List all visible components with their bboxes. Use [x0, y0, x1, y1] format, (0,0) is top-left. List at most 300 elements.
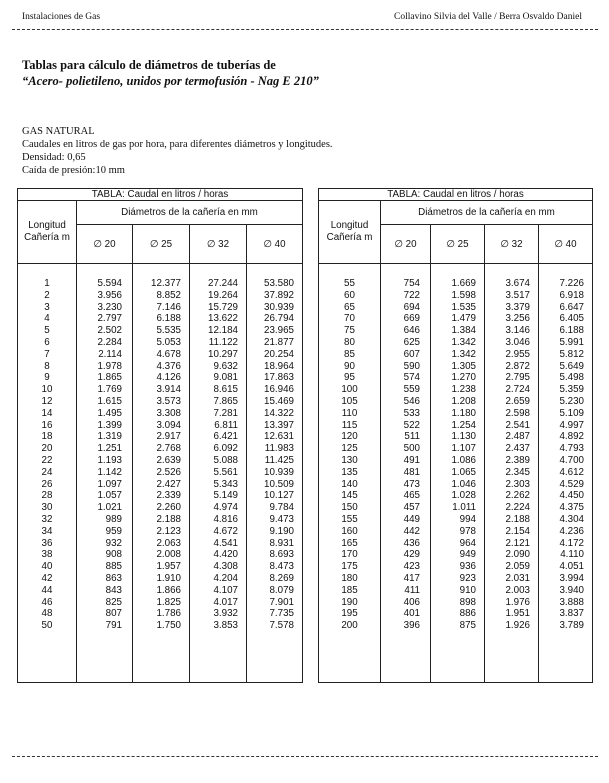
table-cell: 8.269 — [269, 572, 294, 584]
table-cell: 5.359 — [559, 384, 584, 396]
table-cell: 1.065 — [451, 466, 476, 478]
table-cell: 4.541 — [213, 537, 238, 549]
table-cell: 4.126 — [156, 372, 181, 384]
table-cell: 4.172 — [559, 537, 584, 549]
table-cell: 6.811 — [214, 419, 238, 431]
table-cell: 3.517 — [505, 289, 530, 301]
table-cell: 2.063 — [156, 537, 181, 549]
table-cell: 4 — [44, 313, 50, 325]
table-cell: 135 — [341, 466, 358, 478]
table-cell: 37.892 — [264, 289, 294, 301]
table-cell: 429 — [403, 549, 420, 561]
table-cell: 457 — [403, 502, 420, 514]
col-d40 — [539, 264, 593, 683]
table-cell: 1.535 — [451, 301, 476, 313]
table-cell: 26 — [41, 478, 53, 490]
table-cell: 791 — [105, 620, 122, 632]
table-cell: 3.853 — [213, 620, 238, 632]
table-cell: 34 — [41, 525, 53, 537]
table-cell: 11.983 — [264, 443, 294, 455]
caida-presion: Caída de presión:10 mm — [22, 165, 125, 176]
table-cell: 3 — [44, 301, 50, 313]
table-cell: 13.397 — [264, 419, 294, 431]
table-cell: 1.342 — [451, 336, 476, 348]
col-d20 — [77, 264, 133, 683]
header-right: Collavino Silvia del Valle / Berra Osvaldo Daniel — [394, 12, 582, 22]
table-cell: 1.384 — [451, 325, 476, 337]
table-cell: 19.264 — [208, 289, 238, 301]
table-cell: 4.017 — [213, 596, 238, 608]
table-cell: 559 — [403, 384, 420, 396]
table-cell: 155 — [341, 513, 358, 525]
table-cell: 669 — [403, 313, 420, 325]
table-cell: 396 — [403, 620, 420, 632]
table-cell: 522 — [403, 419, 420, 431]
table-cell: 12 — [41, 395, 53, 407]
table-cell: 28 — [41, 490, 53, 502]
table-cell: 42 — [41, 572, 53, 584]
table-cell: 978 — [459, 525, 476, 537]
table-cell: 6.918 — [559, 289, 584, 301]
table-cell: 2.188 — [156, 513, 181, 525]
table-cell: 2.427 — [156, 478, 181, 490]
table-cell: 110 — [341, 407, 358, 419]
col-longitud — [319, 264, 381, 683]
table-cell: 7.146 — [156, 301, 181, 313]
table-cell: 2.090 — [505, 549, 530, 561]
table-cell: 3.230 — [97, 301, 122, 313]
table-cell: 401 — [403, 608, 420, 620]
table-cell: 2.123 — [156, 525, 181, 537]
table-cell: 5.991 — [559, 336, 584, 348]
table-title: TABLA: Caudal en litros / horas — [319, 189, 593, 201]
densidad: Densidad: 0,65 — [22, 152, 86, 163]
table-cell: 6.421 — [213, 431, 238, 443]
table-cell: 1.193 — [97, 454, 122, 466]
col-longitud-header: Longitud Cañería m — [18, 201, 77, 264]
table-cell: 10.297 — [208, 348, 238, 360]
table-cell: 1.130 — [451, 431, 476, 443]
table-cell: 1.097 — [97, 478, 122, 490]
table-cell: 8.615 — [213, 384, 238, 396]
table-cell: 2.768 — [156, 443, 181, 455]
diam-header: ∅ 25 — [431, 225, 485, 264]
table-cell: 14.322 — [264, 407, 294, 419]
table-cell: 843 — [105, 584, 122, 596]
table-cell: 923 — [459, 572, 476, 584]
table-cell: 105 — [341, 395, 358, 407]
table-cell: 2.121 — [505, 537, 530, 549]
table-cell: 9 — [44, 372, 50, 384]
table-cell: 6.188 — [559, 325, 584, 337]
table-cell: 2.724 — [505, 384, 530, 396]
table-cell: 8.693 — [269, 549, 294, 561]
table-cell: 4.793 — [559, 443, 584, 455]
table-cell: 1.399 — [97, 419, 122, 431]
table-cell: 180 — [341, 572, 358, 584]
table-cell: 55 — [344, 278, 355, 289]
table-cell: 90 — [344, 360, 355, 372]
table-cell: 3.256 — [505, 313, 530, 325]
table-cell: 1.910 — [156, 572, 181, 584]
table-cell: 9.081 — [213, 372, 238, 384]
table-cell: 195 — [341, 608, 358, 620]
table-cell: 95 — [344, 372, 355, 384]
table-cell: 11.122 — [208, 336, 238, 348]
table-cell: 1.957 — [156, 561, 181, 573]
table-cell: 16.946 — [264, 384, 294, 396]
table-cell: 2.339 — [156, 490, 181, 502]
table-cell: 6.405 — [559, 313, 584, 325]
table-cell: 5.230 — [559, 395, 584, 407]
table-cell: 646 — [403, 325, 420, 337]
table-cell: 473 — [403, 478, 420, 490]
table-cell: 886 — [459, 608, 476, 620]
table-cell: 607 — [403, 348, 420, 360]
table-cell: 10.509 — [264, 478, 294, 490]
table-cell: 442 — [403, 525, 420, 537]
table-cell: 5.812 — [559, 348, 584, 360]
header-left: Instalaciones de Gas — [22, 12, 101, 22]
table-cell: 481 — [403, 466, 420, 478]
table-cell: 989 — [105, 513, 122, 525]
table-cell: 185 — [341, 584, 358, 596]
table-cell: 590 — [403, 360, 420, 372]
table-cell: 60 — [344, 289, 355, 301]
table-cell: 2.797 — [97, 313, 122, 325]
table-cell: 5.498 — [559, 372, 584, 384]
table-cell: 15.729 — [208, 301, 238, 313]
table-cell: 2.389 — [505, 454, 530, 466]
table-cell: 125 — [341, 443, 358, 455]
table-cell: 85 — [344, 348, 355, 360]
table-cell: 1.951 — [505, 608, 530, 620]
table-cell: 4.529 — [559, 478, 584, 490]
table-cell: 959 — [105, 525, 122, 537]
table-cell: 932 — [105, 537, 122, 549]
table-cell: 100 — [341, 384, 358, 396]
table-cell: 1.976 — [505, 596, 530, 608]
table-cell: 32 — [41, 513, 53, 525]
table-cell: 4.974 — [213, 502, 238, 514]
table-cell: 625 — [403, 336, 420, 348]
table-cell: 7.865 — [213, 395, 238, 407]
table-cell: 2.031 — [505, 572, 530, 584]
table-cell: 1.479 — [451, 313, 476, 325]
table-cell: 18 — [41, 431, 53, 443]
table-cell: 1.021 — [97, 502, 122, 514]
table-cell: 30 — [41, 502, 53, 514]
table-cell: 44 — [41, 584, 53, 596]
table-cell: 2.502 — [97, 325, 122, 337]
table-cell: 722 — [403, 289, 420, 301]
col-diametros-header: Diámetros de la cañería en mm — [77, 201, 303, 225]
table-cell: 4.376 — [156, 360, 181, 372]
table-cell: 2.224 — [505, 502, 530, 514]
table-cell: 1.142 — [97, 466, 122, 478]
footer-divider — [12, 756, 598, 757]
table-cell: 5.149 — [213, 490, 238, 502]
table-cell: 12.377 — [151, 278, 181, 289]
table-cell: 4.304 — [559, 513, 584, 525]
table-cell: 9.784 — [269, 502, 294, 514]
table-cell: 1.786 — [156, 608, 181, 620]
table-cell: 6 — [44, 336, 50, 348]
table-cell: 8.852 — [156, 289, 181, 301]
table-cell: 50 — [41, 620, 53, 632]
flow-table-right — [318, 188, 593, 683]
table-cell: 8 — [44, 360, 50, 372]
col-diametros-header: Diámetros de la cañería en mm — [381, 201, 593, 225]
table-cell: 1.769 — [97, 384, 122, 396]
table-cell: 5.053 — [156, 336, 181, 348]
table-cell: 3.994 — [559, 572, 584, 584]
table-cell: 1.107 — [451, 443, 476, 455]
table-cell: 7.226 — [559, 278, 584, 289]
table-cell: 2.114 — [98, 348, 122, 360]
table-cell: 511 — [404, 431, 420, 443]
table-cell: 2.487 — [505, 431, 530, 443]
table-cell: 8.931 — [269, 537, 294, 549]
table-cell: 8.079 — [269, 584, 294, 596]
table-cell: 22 — [41, 454, 53, 466]
table-cell: 4.107 — [213, 584, 238, 596]
table-cell: 12.631 — [264, 431, 294, 443]
table-cell: 7.901 — [269, 596, 294, 608]
table-cell: 2.260 — [156, 502, 181, 514]
table-cell: 3.094 — [156, 419, 181, 431]
table-cell: 4.678 — [156, 348, 181, 360]
table-cell: 13.622 — [208, 313, 238, 325]
table-cell: 12.184 — [208, 325, 238, 337]
page-title: Tablas para cálculo de diámetros de tuberías de — [22, 58, 276, 72]
table-cell: 9.632 — [213, 360, 238, 372]
table-cell: 3.046 — [505, 336, 530, 348]
table-cell: 1.057 — [97, 490, 122, 502]
table-cell: 1 — [44, 278, 50, 289]
table-cell: 546 — [403, 395, 420, 407]
table-cell: 2.541 — [505, 419, 530, 431]
table-cell: 2.917 — [156, 431, 181, 443]
table-cell: 38 — [41, 549, 53, 561]
table-cell: 170 — [341, 549, 358, 561]
diam-header: ∅ 40 — [539, 225, 593, 264]
table-cell: 8.473 — [269, 561, 294, 573]
table-cell: 910 — [459, 584, 476, 596]
table-cell: 3.932 — [213, 608, 238, 620]
table-cell: 175 — [341, 561, 358, 573]
table-cell: 6.092 — [213, 443, 238, 455]
table-cell: 964 — [459, 537, 476, 549]
col-d40 — [247, 264, 303, 683]
table-cell: 994 — [459, 513, 476, 525]
table-cell: 80 — [344, 336, 355, 348]
table-cell: 200 — [341, 620, 358, 632]
table-cell: 4.204 — [213, 572, 238, 584]
table-cell: 160 — [341, 525, 358, 537]
table-cell: 949 — [459, 549, 476, 561]
table-cell: 4.051 — [559, 561, 584, 573]
table-cell: 140 — [341, 478, 358, 490]
table-cell: 406 — [403, 596, 420, 608]
table-cell: 5.535 — [156, 325, 181, 337]
table-cell: 411 — [404, 584, 420, 596]
table-cell: 10 — [41, 384, 53, 396]
table-cell: 1.028 — [451, 490, 476, 502]
table-cell: 1.011 — [452, 502, 476, 514]
table-cell: 1.251 — [97, 443, 122, 455]
description: Caudales en litros de gas por hora, para diferentes diámetros y longitudes. — [22, 139, 333, 150]
table-cell: 754 — [403, 278, 420, 289]
table-cell: 30.939 — [264, 301, 294, 313]
col-d32 — [485, 264, 539, 683]
table-cell: 16 — [41, 419, 53, 431]
table-cell: 65 — [344, 301, 355, 313]
table-cell: 17.863 — [264, 372, 294, 384]
table-cell: 9.473 — [269, 513, 294, 525]
table-cell: 1.305 — [451, 360, 476, 372]
table-cell: 24 — [41, 466, 53, 478]
table-cell: 165 — [341, 537, 358, 549]
table-cell: 1.495 — [97, 407, 122, 419]
table-cell: 1.866 — [156, 584, 181, 596]
table-cell: 825 — [105, 596, 122, 608]
table-cell: 7 — [44, 348, 50, 360]
table-cell: 4.997 — [559, 419, 584, 431]
table-cell: 4.236 — [559, 525, 584, 537]
table-cell: 875 — [459, 620, 476, 632]
table-cell: 2.154 — [505, 525, 530, 537]
table-cell: 5.649 — [559, 360, 584, 372]
flow-table-left — [17, 188, 303, 683]
table-cell: 3.940 — [559, 584, 584, 596]
table-cell: 1.865 — [97, 372, 122, 384]
table-cell: 18.964 — [264, 360, 294, 372]
table-cell: 4.816 — [213, 513, 238, 525]
table-cell: 465 — [403, 490, 420, 502]
table-cell: 1.238 — [451, 384, 476, 396]
table-cell: 2 — [44, 289, 50, 301]
table-cell: 3.308 — [156, 407, 181, 419]
table-cell: 7.578 — [269, 620, 294, 632]
table-cell: 10.127 — [264, 490, 294, 502]
table-cell: 1.086 — [451, 454, 476, 466]
table-cell: 70 — [344, 313, 355, 325]
col-d25 — [431, 264, 485, 683]
table-cell: 2.659 — [505, 395, 530, 407]
table-cell: 1.978 — [97, 360, 122, 372]
table-cell: 1.598 — [451, 289, 476, 301]
table-cell: 1.208 — [451, 395, 476, 407]
table-cell: 500 — [403, 443, 420, 455]
col-d32 — [190, 264, 247, 683]
table-cell: 9.190 — [269, 525, 294, 537]
col-longitud-header: Longitud Cañería m — [319, 201, 381, 264]
header-divider — [12, 29, 598, 30]
table-cell: 5 — [44, 325, 50, 337]
table-cell: 2.262 — [505, 490, 530, 502]
table-cell: 2.345 — [505, 466, 530, 478]
table-cell: 5.343 — [213, 478, 238, 490]
table-cell: 1.615 — [97, 395, 122, 407]
table-cell: 14 — [41, 407, 53, 419]
table-cell: 6.647 — [559, 301, 584, 313]
table-cell: 7.735 — [269, 608, 294, 620]
table-cell: 120 — [341, 431, 358, 443]
diam-header: ∅ 20 — [381, 225, 431, 264]
diam-header: ∅ 32 — [190, 225, 247, 264]
table-cell: 5.594 — [97, 278, 122, 289]
table-cell: 2.284 — [97, 336, 122, 348]
table-cell: 5.561 — [213, 466, 238, 478]
table-cell: 40 — [41, 561, 53, 573]
table-cell: 1.180 — [451, 407, 476, 419]
table-cell: 2.003 — [505, 584, 530, 596]
table-cell: 36 — [41, 537, 53, 549]
table-cell: 4.450 — [559, 490, 584, 502]
table-cell: 807 — [105, 608, 122, 620]
table-cell: 898 — [459, 596, 476, 608]
table-cell: 4.308 — [213, 561, 238, 573]
table-cell: 885 — [105, 561, 122, 573]
table-cell: 26.794 — [264, 313, 294, 325]
table-cell: 4.110 — [560, 549, 584, 561]
table-cell: 4.700 — [559, 454, 584, 466]
table-cell: 936 — [459, 561, 476, 573]
table-cell: 1.750 — [156, 620, 181, 632]
diam-header: ∅ 32 — [485, 225, 539, 264]
table-cell: 3.837 — [559, 608, 584, 620]
table-cell: 2.008 — [156, 549, 181, 561]
col-d25 — [133, 264, 190, 683]
table-cell: 908 — [105, 549, 122, 561]
table-cell: 2.188 — [505, 513, 530, 525]
table-cell: 75 — [344, 325, 355, 337]
page-subtitle: “Acero- polietileno, unidos por termofusión - Nag E 210” — [22, 74, 319, 88]
table-cell: 2.598 — [505, 407, 530, 419]
table-cell: 2.059 — [505, 561, 530, 573]
table-cell: 2.526 — [156, 466, 181, 478]
table-cell: 145 — [341, 490, 358, 502]
table-cell: 5.088 — [213, 454, 238, 466]
table-cell: 1.669 — [451, 278, 476, 289]
diam-header: ∅ 40 — [247, 225, 303, 264]
table-cell: 21.877 — [264, 336, 294, 348]
diam-header: ∅ 20 — [77, 225, 133, 264]
table-cell: 2.303 — [505, 478, 530, 490]
table-cell: 4.672 — [213, 525, 238, 537]
table-cell: 2.795 — [505, 372, 530, 384]
col-longitud — [18, 264, 77, 683]
table-cell: 130 — [341, 454, 358, 466]
table-cell: 1.270 — [451, 372, 476, 384]
table-cell: 533 — [403, 407, 420, 419]
table-cell: 3.914 — [156, 384, 181, 396]
table-cell: 574 — [403, 372, 420, 384]
table-cell: 11.425 — [264, 454, 294, 466]
table-cell: 694 — [403, 301, 420, 313]
table-cell: 1.254 — [451, 419, 476, 431]
table-cell: 150 — [341, 502, 358, 514]
table-cell: 190 — [341, 596, 358, 608]
table-cell: 20.254 — [264, 348, 294, 360]
table-cell: 53.580 — [264, 278, 294, 289]
table-cell: 4.375 — [559, 502, 584, 514]
diam-header: ∅ 25 — [133, 225, 190, 264]
table-cell: 3.146 — [505, 325, 530, 337]
table-cell: 2.639 — [156, 454, 181, 466]
table-cell: 1.342 — [451, 348, 476, 360]
